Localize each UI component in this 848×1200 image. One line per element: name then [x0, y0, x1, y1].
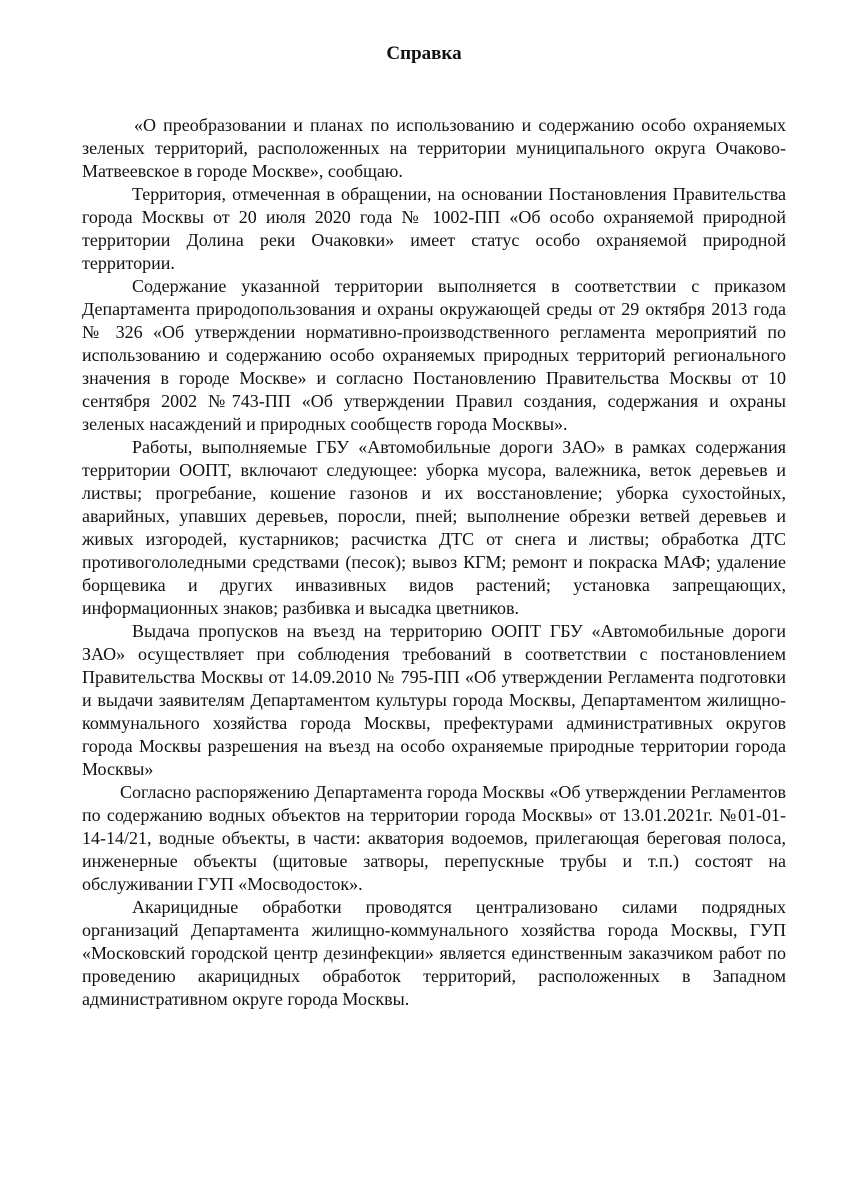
paragraph-works-list: Работы, выполняемые ГБУ «Автомобильные дороги ЗАО» в рамках содержания территории ООПТ, включают следующее: уборка мусора, валежника, веток деревьев и листвы; прогребание, кошение газонов и их восстановление; уборка сухостойных, аварийных, упавших деревьев, поросли, пней; выполнение обрезки ветвей деревьев и живых изгородей, кустарников; расчистка ДТС от снега и листвы; обработка ДТС противогололедными средствами (песок); вывоз КГМ; ремонт и покраска МАФ; удаление борщевика и других инвазивных видов растений; установка запрещающих, информационных знаков; разбивка и высадка цветников. — [82, 437, 786, 618]
document-body — [82, 114, 786, 1011]
paragraph-water-objects: Согласно распоряжению Департамента города Москвы «Об утверждении Регламентов по содержанию водных объектов на территории города Москвы» от 13.01.2021г. №01-01-14-14/21, водные объекты, в части: акватория водоемов, прилегающая береговая полоса, инженерные объекты (щитовые затворы, перепускные трубы и т.п.) состоят на обслуживании ГУП «Мосводосток». — [82, 782, 786, 894]
document-title: Справка — [386, 43, 462, 64]
paragraph-subject: «О преобразовании и планах по использованию и содержанию особо охраняемых зеленых территорий, расположенных на территории муниципального округа Очаково-Матвеевское в городе Москве», сообщаю. — [82, 115, 786, 181]
paragraph-acaricide-treatment: Акарицидные обработки проводятся централизовано силами подрядных организаций Департамента жилищно-коммунального хозяйства города Москвы, ГУП «Московский городской центр дезинфекции» является единственным заказчиком работ по проведению акарицидных обработок территорий, расположенных в Западном административном округе города Москвы. — [82, 897, 786, 1009]
paragraph-territory-status: Территория, отмеченная в обращении, на основании Постановления Правительства города Москвы от 20 июля 2020 года № 1002-ПП «Об особо охраняемой природной территории Долина реки Очаковки» имеет статус особо охраняемой природной территории. — [82, 184, 786, 273]
paragraph-entry-passes: Выдача пропусков на въезд на территорию ООПТ ГБУ «Автомобильные дороги ЗАО» осуществляет при соблюдения требований в соответствии с постановлением Правительства Москвы от 14.09.2010 № 795-ПП «Об утверждении Регламента подготовки и выдачи заявителям Департаментом культуры города Москвы, Департаментом жилищно-коммунального хозяйства города Москвы, префектурами административных округов города Москвы разрешения на въезд на особо охраняемые природные территории города Москвы» — [82, 621, 786, 779]
paragraph-maintenance-regulations: Содержание указанной территории выполняется в соответствии с приказом Департамента природопользования и охраны окружающей среды от 29 октября 2013 года № 326 «Об утверждении нормативно-производственного регламента мероприятий по использованию и содержанию особо охраняемых природных территорий регионального значения в городе Москве» и согласно Постановлению Правительства Москвы от 10 сентября 2002 №743-ПП «Об утверждении Правил создания, содержания и охраны зеленых насаждений и природных сообществ города Москвы». — [82, 276, 786, 434]
